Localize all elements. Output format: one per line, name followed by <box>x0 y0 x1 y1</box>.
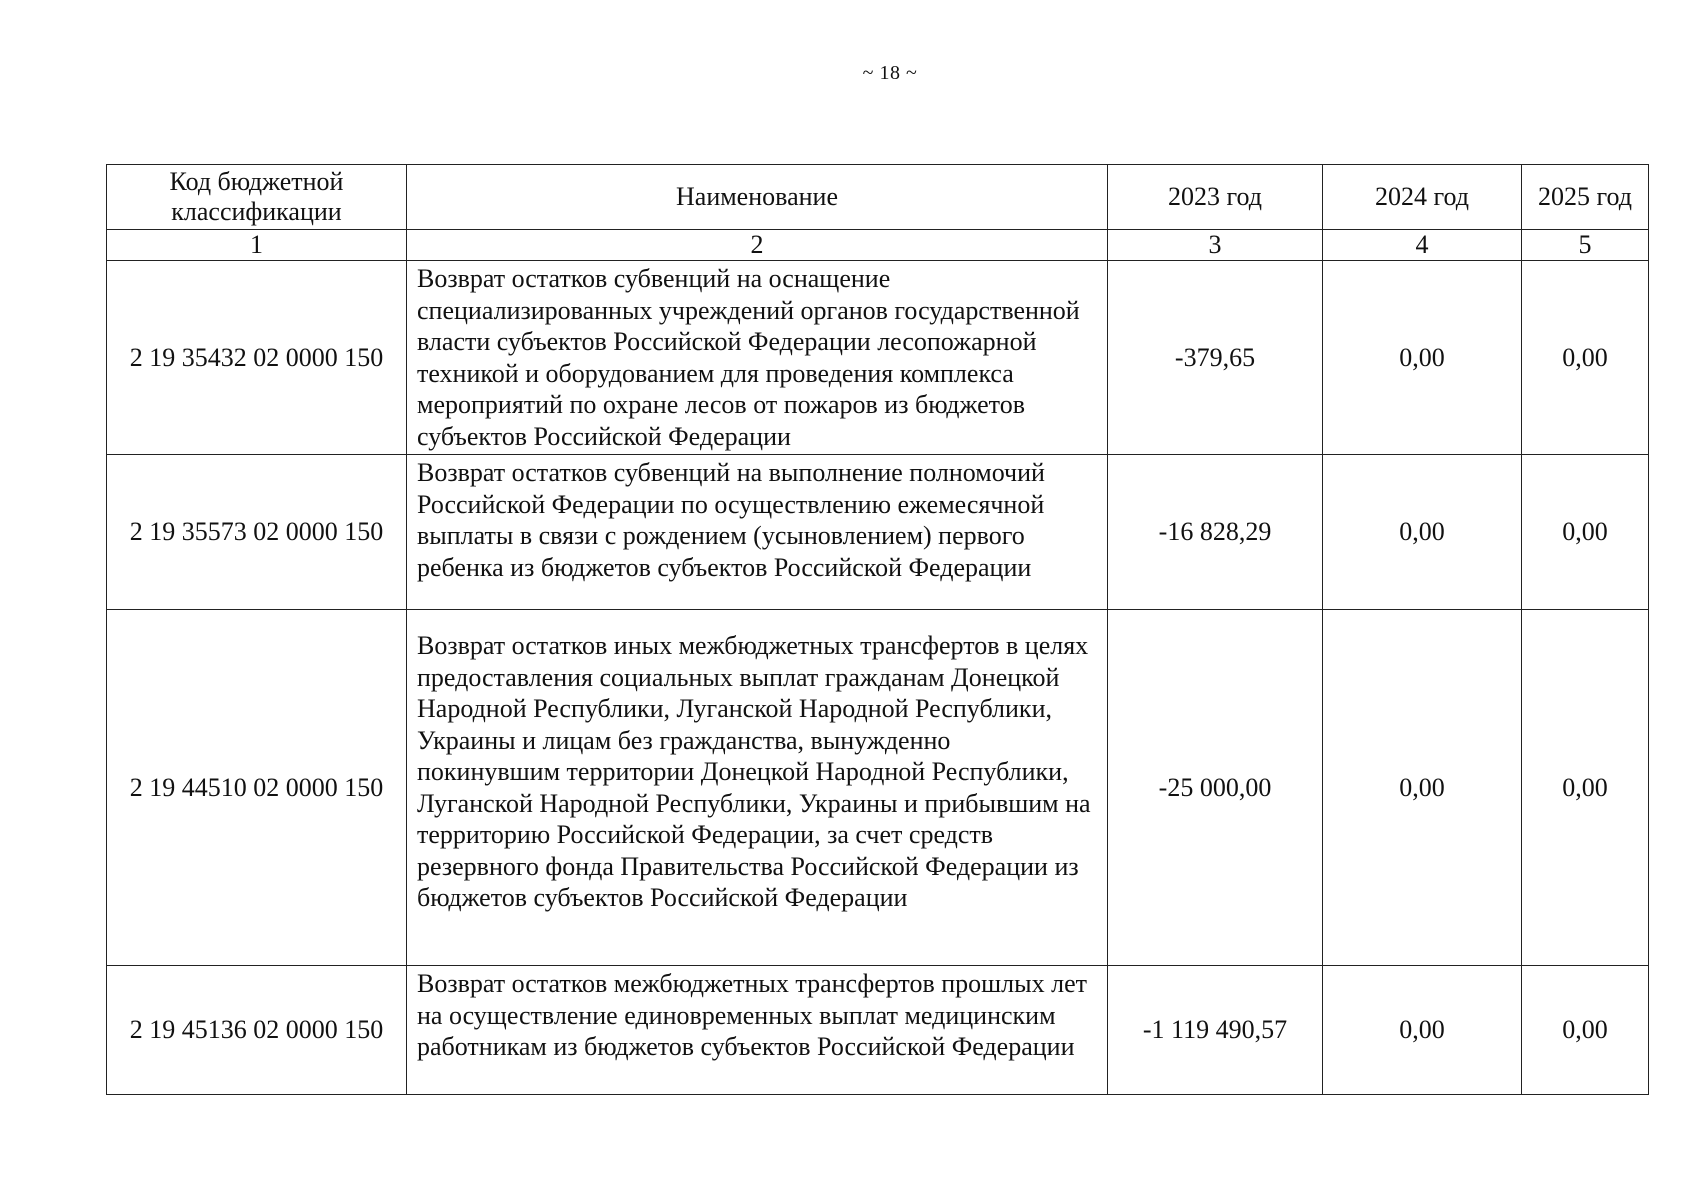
column-number: 2 <box>407 230 1108 261</box>
table-row <box>107 261 1649 455</box>
header-row <box>107 165 1649 230</box>
budget-code: 2 19 45136 02 0000 150 <box>107 966 407 1095</box>
table-row <box>107 966 1649 1095</box>
column-number: 4 <box>1323 230 1522 261</box>
header-2024: 2024 год <box>1323 165 1522 230</box>
page-number: ~ 18 ~ <box>862 62 918 84</box>
value-2023: -16 828,29 <box>1108 455 1323 610</box>
table-row <box>107 455 1649 610</box>
value-2024: 0,00 <box>1323 455 1522 610</box>
budget-code: 2 19 35432 02 0000 150 <box>107 261 407 455</box>
column-number: 5 <box>1522 230 1649 261</box>
value-2025: 0,00 <box>1522 455 1649 610</box>
header-2023: 2023 год <box>1108 165 1323 230</box>
value-2023: -1 119 490,57 <box>1108 966 1323 1095</box>
value-2024: 0,00 <box>1323 966 1522 1095</box>
column-number: 1 <box>107 230 407 261</box>
item-name: Возврат остатков межбюджетных трансфертов прошлых лет на осуществление единовременных выплат медицинским работникам из бюджетов субъектов Российской Федерации <box>407 966 1108 1095</box>
column-number-row <box>107 230 1649 261</box>
header-2025: 2025 год <box>1522 165 1649 230</box>
value-2023: -379,65 <box>1108 261 1323 455</box>
value-2025: 0,00 <box>1522 261 1649 455</box>
value-2024: 0,00 <box>1323 610 1522 966</box>
budget-code: 2 19 44510 02 0000 150 <box>107 610 407 966</box>
value-2025: 0,00 <box>1522 966 1649 1095</box>
item-name: Возврат остатков субвенций на оснащение специализированных учреждений органов государственной власти субъектов Российской Федерации лесопожарной техникой и оборудованием для проведения комплекса мероприятий по охране лесов от пожаров из бюджетов субъектов Российской Федерации <box>407 261 1108 455</box>
item-name: Возврат остатков субвенций на выполнение полномочий Российской Федерации по осуществлению ежемесячной выплаты в связи с рождением (усыновлением) первого ребенка из бюджетов субъектов Российской Федерации <box>407 455 1108 610</box>
budget-table <box>106 164 1649 1095</box>
value-2024: 0,00 <box>1323 261 1522 455</box>
column-number: 3 <box>1108 230 1323 261</box>
item-name: Возврат остатков иных межбюджетных трансфертов в целях предоставления социальных выплат гражданам Донецкой Народной Республики, Луганской Народной Республики, Украины и лицам без гражданства, вынужденно покинувшим территории Донецкой Народной Республики, Луганской Народной Республики, Украины и прибывшим на территорию Российской Федерации, за счет средств резервного фонда Правительства Российской Федерации из бюджетов субъектов Российской Федерации <box>407 610 1108 966</box>
budget-code: 2 19 35573 02 0000 150 <box>107 455 407 610</box>
table-row <box>107 610 1649 966</box>
value-2023: -25 000,00 <box>1108 610 1323 966</box>
header-code: Код бюджетной классификации <box>107 165 407 230</box>
header-name: Наименование <box>407 165 1108 230</box>
value-2025: 0,00 <box>1522 610 1649 966</box>
